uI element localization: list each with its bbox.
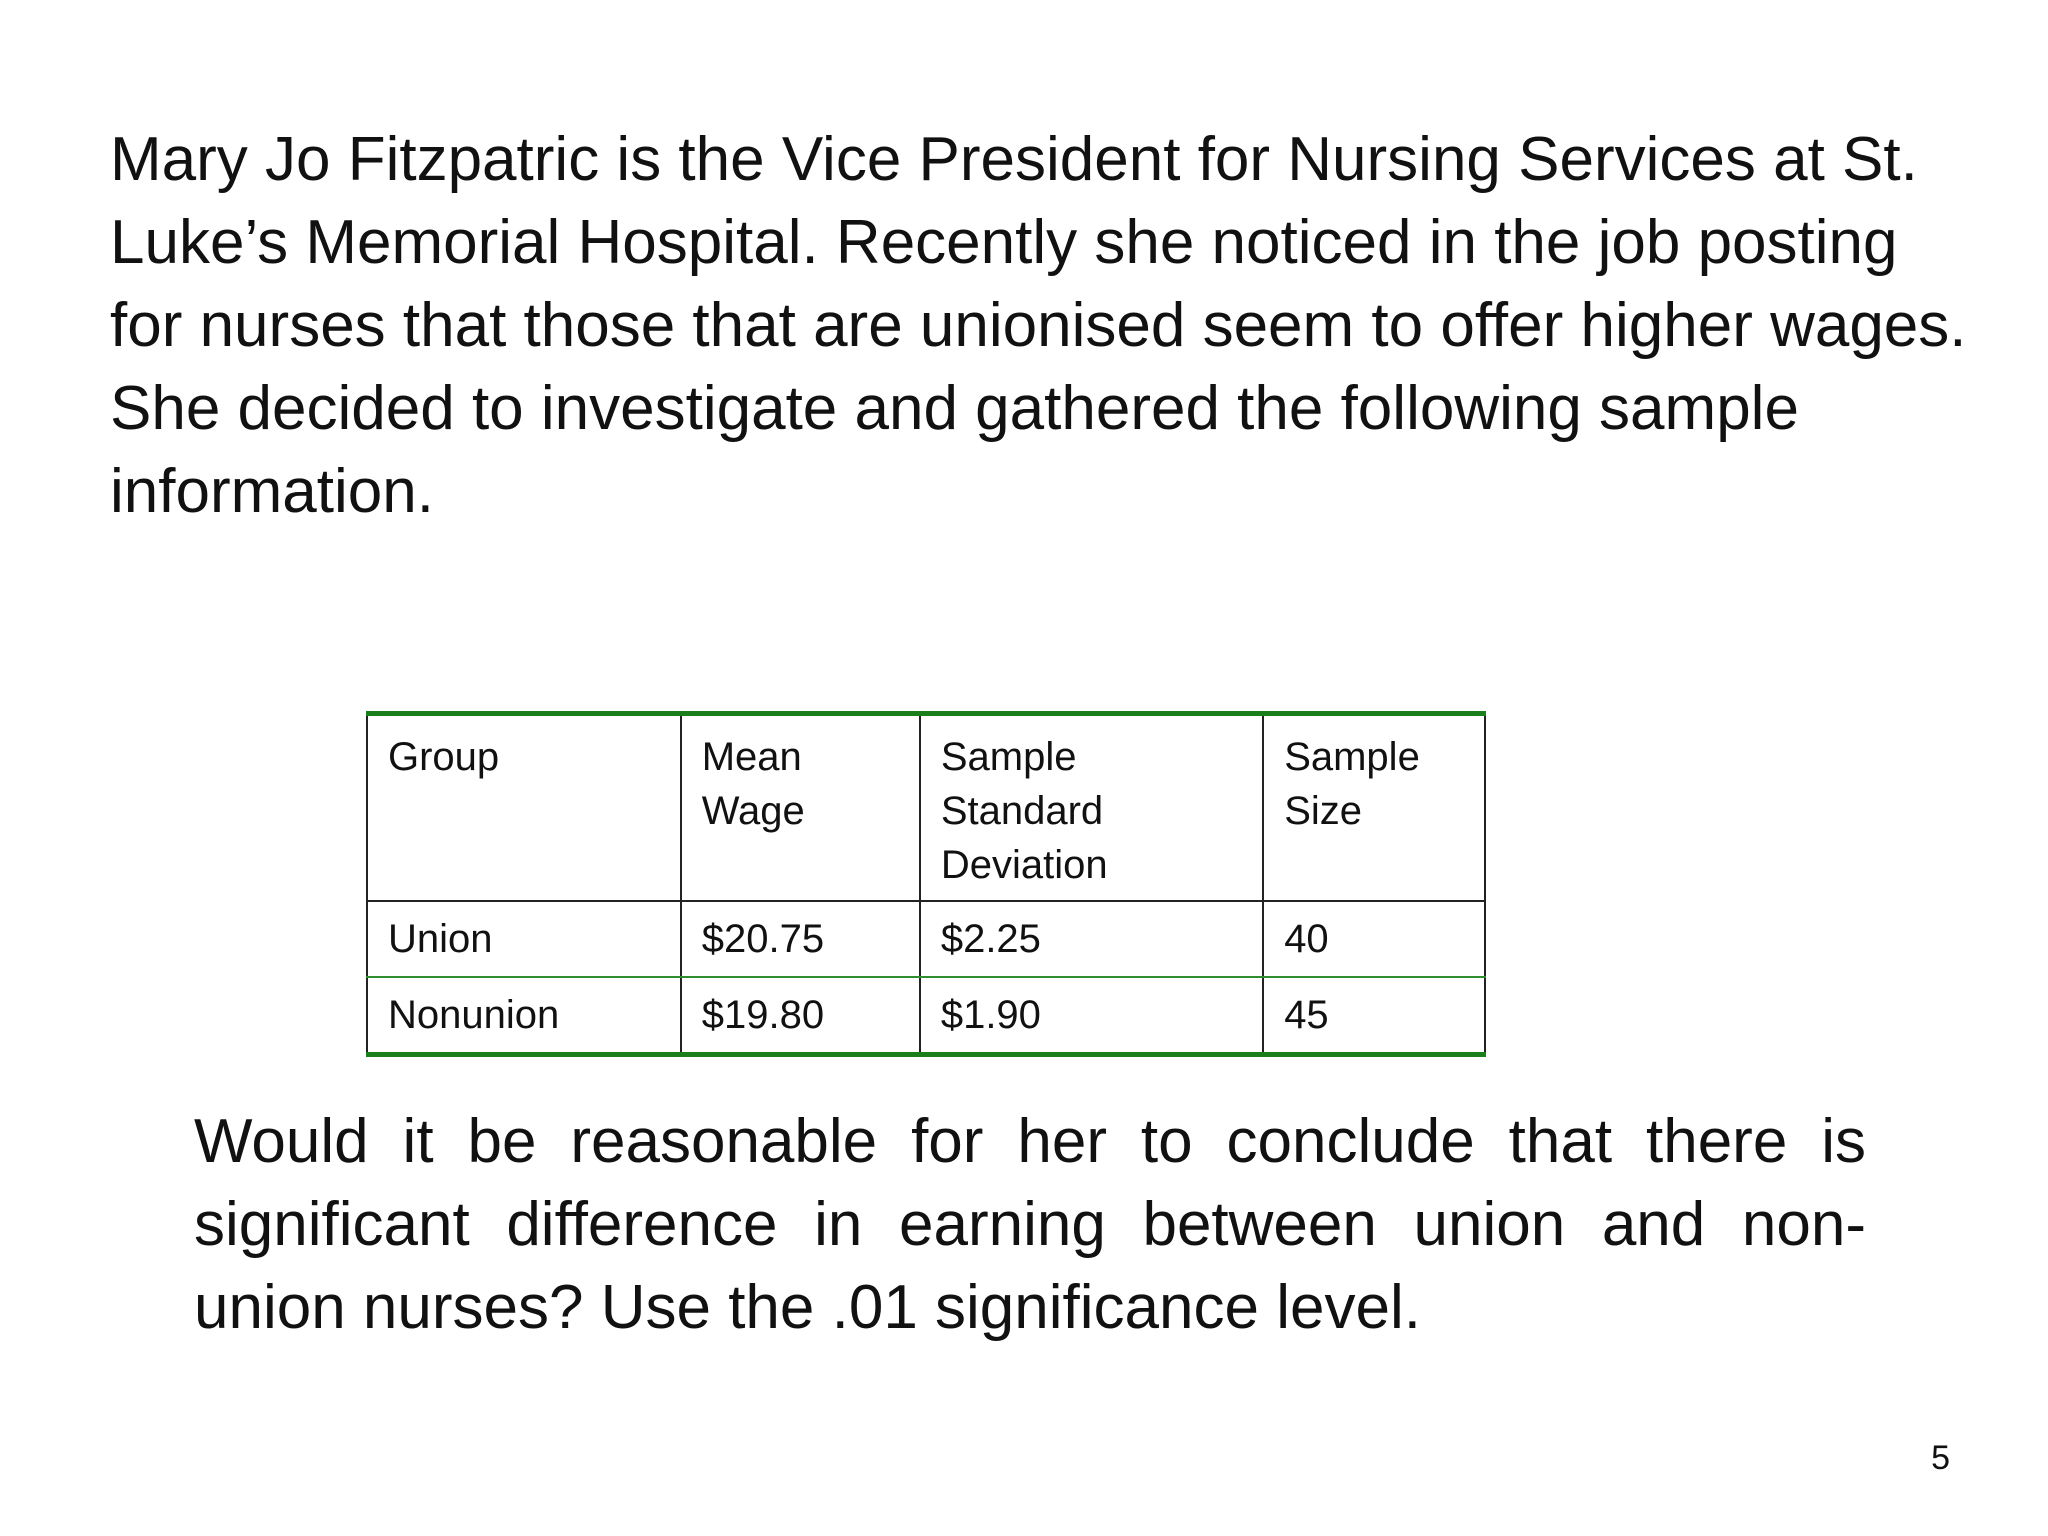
header-mean-wage: Mean Wage	[681, 714, 920, 902]
sample-size-cell: 40	[1263, 901, 1485, 977]
table-row	[367, 901, 1485, 977]
group-cell: Union	[367, 901, 681, 977]
mean-wage-cell: $19.80	[681, 977, 920, 1055]
header-sample-size: Sample Size	[1263, 714, 1485, 902]
table-row	[367, 977, 1485, 1055]
sample-size-cell: 45	[1263, 977, 1485, 1055]
mean-wage-cell: $20.75	[681, 901, 920, 977]
intro-paragraph: Mary Jo Fitzpatric is the Vice President for Nursing Services at St. Luke’s Memorial Hospital. Recently she noticed in the job posting for nurses that those that are unionised seem to offer higher wages. She decided to investigate and gathered the following sample information.	[110, 125, 1967, 526]
header-group: Group	[367, 714, 681, 902]
data-table	[366, 711, 1486, 1057]
table-header-row	[367, 714, 1485, 902]
question-paragraph: Would it be reasonable for her to conclude that there is significant difference in earning between union and non-union nurses? Use the .01 significance level.	[194, 1107, 1866, 1342]
header-sample-standard-deviation: Sample Standard Deviation	[920, 714, 1263, 902]
sample-information-table	[366, 711, 1486, 1057]
standard-deviation-cell: $2.25	[920, 901, 1263, 977]
page-number: 5	[1931, 1439, 1950, 1477]
group-cell: Nonunion	[367, 977, 681, 1055]
standard-deviation-cell: $1.90	[920, 977, 1263, 1055]
